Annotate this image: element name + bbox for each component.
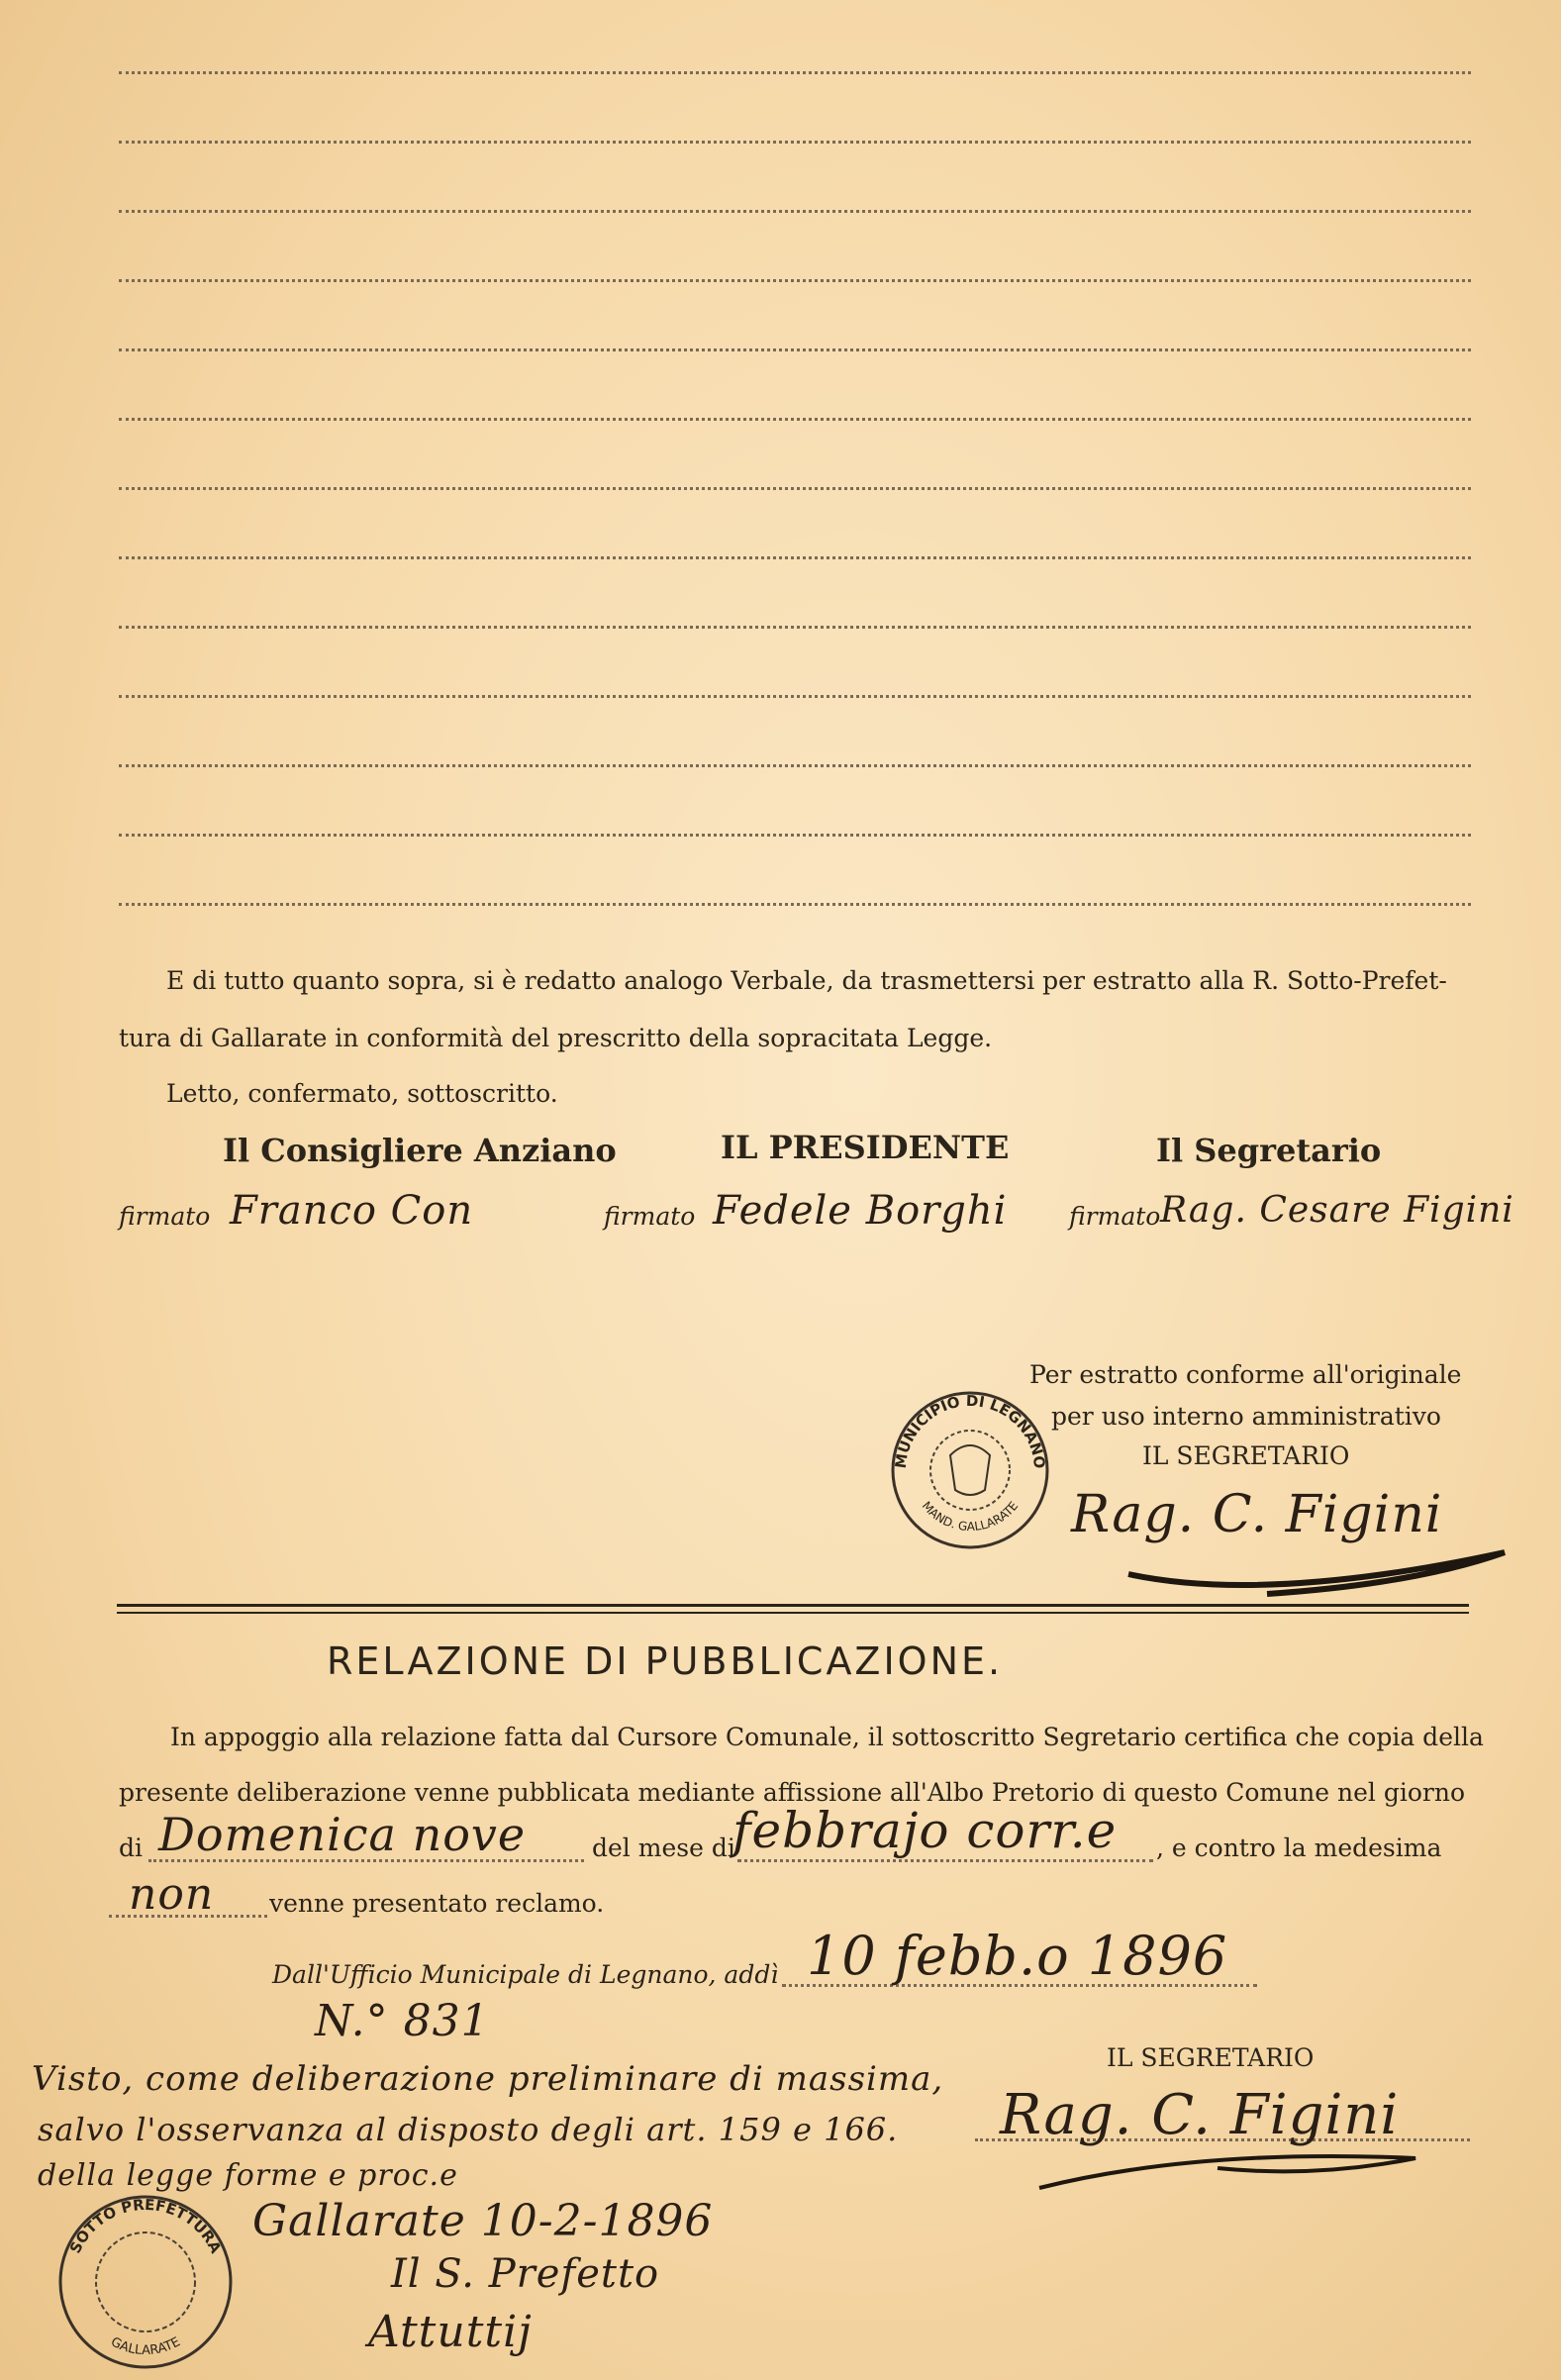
blank-line — [119, 418, 1471, 421]
blank-line — [119, 626, 1471, 629]
municipio-stamp — [886, 1386, 1054, 1554]
blank-line — [119, 834, 1471, 837]
blank-line — [119, 903, 1471, 906]
publication-line1: In appoggio alla relazione fatta dal Cursore Comunale, il sottoscritto Segretario certifica che copia della — [170, 1723, 1484, 1751]
di-label: di — [119, 1834, 143, 1862]
svg-text:GALLARATE — [108, 2334, 182, 2358]
publication-signature: Rag. C. Figini — [1000, 2083, 1400, 2147]
prefecture-note-line3: della legge forme e proc.e — [38, 2158, 458, 2193]
firmato-label: firmato — [119, 1202, 211, 1231]
prefecture-note-line1: Visto, come deliberazione preliminare di massima, — [32, 2059, 944, 2099]
blank-line — [119, 279, 1471, 282]
blank-line — [119, 764, 1471, 767]
stamp-ring-text: MUNICIPIO DI LEGNANO — [891, 1391, 1049, 1470]
consigliere-signature: Franco Con — [230, 1188, 474, 1234]
svg-text:MUNICIPIO DI LEGNANO — [892, 1392, 1049, 1469]
publication-segretario-label: IL SEGRETARIO — [1107, 2043, 1315, 2072]
publication-day: Domenica nove — [158, 1808, 527, 1861]
prefecture-note-line2: salvo l'osservanza al disposto degli art. 159 e 166. — [38, 2111, 899, 2148]
blank-line — [119, 348, 1471, 351]
closing-paragraph-line2: tura di Gallarate in conformità del prescritto della sopracitata Legge. — [119, 1024, 993, 1052]
reclamo-answer: non — [129, 1869, 215, 1920]
contro-label: , e contro la medesima — [1156, 1834, 1442, 1862]
presidente-signature: Fedele Borghi — [713, 1188, 1008, 1234]
svg-text:MAND. GALLARATE — [920, 1499, 1022, 1534]
segretario-title: Il Segretario — [1156, 1132, 1382, 1169]
prefecture-place-date: Gallarate 10-2-1896 — [252, 2196, 714, 2246]
firmato-label: firmato — [604, 1202, 696, 1231]
segretario-signature: Rag. Cesare Figini — [1160, 1190, 1514, 1231]
blank-line — [119, 71, 1471, 74]
office-label: Dall'Ufficio Municipale di Legnano, addì — [272, 1960, 779, 1989]
prefecture-signature: Attuttij — [368, 2307, 533, 2357]
del-mese-label: del mese di — [592, 1834, 735, 1862]
publication-title: RELAZIONE DI PUBBLICAZIONE. — [327, 1639, 1004, 1683]
venne-label: venne presentato reclamo. — [269, 1889, 605, 1918]
firmato-label: firmato — [1069, 1202, 1161, 1231]
blank-line — [119, 695, 1471, 698]
signature-flourish — [1119, 1525, 1514, 1604]
closing-paragraph-line1: E di tutto quanto sopra, si è redatto analogo Verbale, da trasmettersi per estratto alla R. Sotto-Prefet- — [166, 966, 1447, 995]
prefecture-role: Il S. Prefetto — [391, 2251, 660, 2297]
blank-line — [119, 487, 1471, 490]
read-confirmed-text: Letto, confermato, sottoscritto. — [166, 1079, 558, 1108]
presidente-title: IL PRESIDENTE — [721, 1129, 1010, 1166]
consigliere-title: Il Consigliere Anziano — [223, 1132, 617, 1169]
blank-line — [119, 141, 1471, 144]
stamp-ring-text: SOTTO PREFETTURA — [65, 2195, 226, 2256]
publication-date: 10 febb.o 1896 — [807, 1925, 1228, 1987]
extract-signature: Rag. C. Figini — [1071, 1485, 1443, 1544]
extract-segretario-label: IL SEGRETARIO — [1142, 1441, 1350, 1470]
prefettura-stamp — [51, 2188, 240, 2376]
extract-line1: Per estratto conforme all'originale — [1029, 1360, 1462, 1389]
separator-rule — [117, 1612, 1469, 1614]
stamp-bottom-text: GALLARATE — [108, 2334, 183, 2359]
stamp-bottom-text: MAND. GALLARATE — [919, 1498, 1022, 1535]
svg-text:SOTTO PREFETTURA — [66, 2196, 226, 2256]
extract-line2: per uso interno amministrativo — [1051, 1402, 1441, 1431]
publication-month: febbrajo corr.e — [732, 1802, 1118, 1859]
blank-line — [119, 556, 1471, 559]
signature-flourish — [1020, 2129, 1435, 2208]
publication-line2: presente deliberazione venne pubblicata mediante affissione all'Albo Pretorio di questo Comune nel giorno — [119, 1778, 1466, 1807]
blank-line — [119, 210, 1471, 213]
protocol-number: N.° 831 — [315, 1996, 490, 2046]
separator-rule — [117, 1604, 1469, 1607]
